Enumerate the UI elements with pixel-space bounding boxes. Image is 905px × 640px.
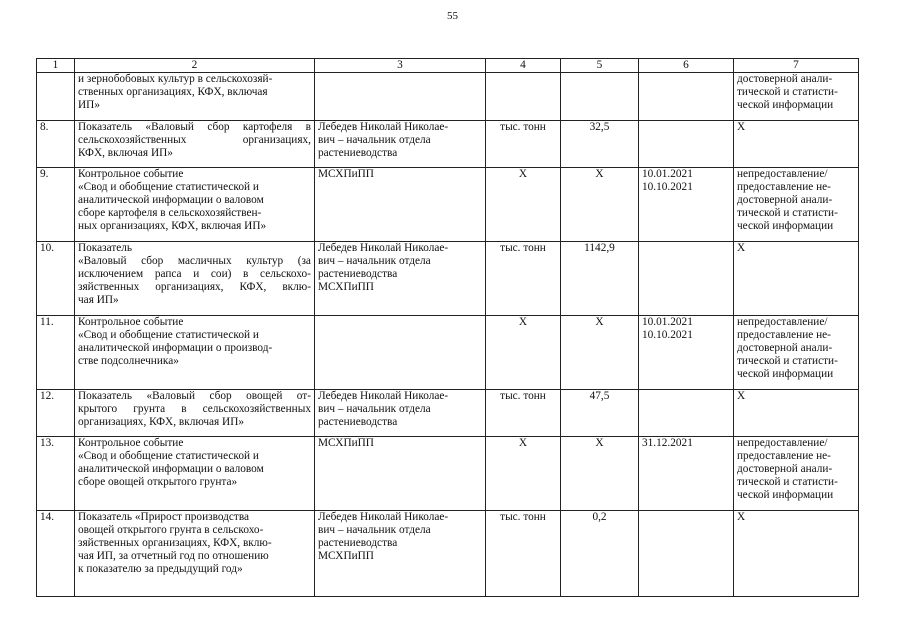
risk-line: непредоставление/	[737, 316, 828, 328]
row-number	[37, 73, 75, 121]
responsible-line: вич – начальник отдела	[318, 403, 431, 415]
description-line: Контрольное событие	[78, 168, 184, 180]
description-line: ИП»	[78, 99, 100, 111]
description-line: «Валовый сбор масличных культур (за	[78, 255, 311, 267]
description-line: крытого грунта в сельскохозяйственных	[78, 403, 311, 415]
responsible-line: МСХПиПП	[318, 550, 374, 562]
row-number: 13.	[37, 437, 75, 511]
description-line: Показатель «Прирост производства	[78, 511, 250, 523]
row-dates	[639, 390, 734, 437]
row-description	[75, 437, 315, 511]
row-responsible	[315, 437, 486, 511]
description-line: Показатель	[78, 242, 133, 254]
description-line: Контрольное событие	[78, 437, 184, 449]
row-dates	[639, 242, 734, 316]
risk-line: Х	[737, 121, 746, 133]
row-dates	[639, 121, 734, 168]
description-line: «Свод и обобщение статистической и	[78, 181, 259, 193]
date-line: 10.01.2021	[642, 168, 693, 180]
row-responsible	[315, 168, 486, 242]
row-dates	[639, 73, 734, 121]
table-row	[37, 121, 859, 168]
responsible-line: растениеводства	[318, 537, 398, 549]
row-responsible	[315, 316, 486, 390]
row-risk	[734, 437, 859, 511]
row-number: 8.	[37, 121, 75, 168]
description-line: «Свод и обобщение статистической и	[78, 450, 259, 462]
risk-line: Х	[737, 390, 746, 402]
description-line: КФХ, включая ИП»	[78, 147, 173, 159]
risk-line: тической и статисти-	[737, 207, 838, 219]
row-responsible	[315, 511, 486, 597]
row-description	[75, 316, 315, 390]
risk-line: предоставление не-	[737, 181, 831, 193]
row-unit: тыс. тонн	[486, 390, 561, 437]
table-row	[37, 511, 859, 597]
risk-line: тической и статисти-	[737, 355, 838, 367]
row-value: Х	[561, 437, 639, 511]
row-unit	[486, 73, 561, 121]
col-header-2: 2	[75, 59, 315, 73]
risk-line: непредоставление/	[737, 437, 828, 449]
row-unit: Х	[486, 316, 561, 390]
date-line: 10.10.2021	[642, 329, 693, 341]
responsible-line: МСХПиПП	[318, 281, 374, 293]
row-dates	[639, 511, 734, 597]
row-responsible	[315, 242, 486, 316]
date-line: 31.12.2021	[642, 437, 693, 449]
row-description	[75, 242, 315, 316]
description-line: Показатель «Валовый сбор овощей от-	[78, 390, 311, 402]
date-line: 10.01.2021	[642, 316, 693, 328]
description-line: стве подсолнечника»	[78, 355, 179, 367]
row-risk	[734, 390, 859, 437]
table-row	[37, 73, 859, 121]
description-line: к показателю за предыдущий год»	[78, 563, 243, 575]
risk-line: ческой информации	[737, 368, 834, 380]
row-description	[75, 168, 315, 242]
risk-line: достоверной анали-	[737, 73, 833, 85]
description-line: «Свод и обобщение статистической и	[78, 329, 259, 341]
row-value: Х	[561, 168, 639, 242]
page-number: 55	[447, 10, 458, 22]
row-dates	[639, 437, 734, 511]
row-risk	[734, 121, 859, 168]
col-header-6: 6	[639, 59, 734, 73]
risk-line: ческой информации	[737, 489, 834, 501]
risk-line: достоверной анали-	[737, 194, 833, 206]
description-line: аналитической информации о валовом	[78, 463, 264, 475]
row-responsible	[315, 121, 486, 168]
description-line: сельскохозяйственных организациях,	[78, 134, 311, 146]
description-line: аналитической информации о валовом	[78, 194, 264, 206]
table-row	[37, 168, 859, 242]
risk-line: ческой информации	[737, 99, 834, 111]
col-header-5: 5	[561, 59, 639, 73]
row-number: 9.	[37, 168, 75, 242]
risk-line: тической и статисти-	[737, 86, 838, 98]
row-responsible	[315, 390, 486, 437]
row-unit: Х	[486, 437, 561, 511]
description-line: ственных организациях, КФХ, включая	[78, 86, 268, 98]
responsible-line: растениеводства	[318, 416, 398, 428]
responsible-line: Лебедев Николай Николае-	[318, 511, 449, 523]
description-line: чая ИП, за отчетный год по отношению	[78, 550, 269, 562]
header-row	[37, 59, 859, 73]
row-risk	[734, 73, 859, 121]
table-row	[37, 316, 859, 390]
risk-line: предоставление не-	[737, 450, 831, 462]
col-header-1: 1	[37, 59, 75, 73]
table-row	[37, 437, 859, 511]
responsible-line: растениеводства	[318, 147, 398, 159]
table-row	[37, 242, 859, 316]
description-line: Контрольное событие	[78, 316, 184, 328]
risk-line: ческой информации	[737, 220, 834, 232]
description-line: зяйственных организациях, КФХ, вклю-	[78, 281, 311, 293]
description-line: сборе овощей открытого грунта»	[78, 476, 238, 488]
risk-line: Х	[737, 242, 746, 254]
row-risk	[734, 168, 859, 242]
responsible-line: растениеводства	[318, 268, 398, 280]
row-responsible	[315, 73, 486, 121]
row-value: 32,5	[561, 121, 639, 168]
risk-line: достоверной анали-	[737, 342, 833, 354]
description-line: чая ИП»	[78, 294, 119, 306]
responsible-line: вич – начальник отдела	[318, 524, 431, 536]
control-events-table	[36, 58, 859, 597]
row-value: 0,2	[561, 511, 639, 597]
responsible-line: МСХПиПП	[318, 437, 374, 449]
description-line: Показатель «Валовый сбор картофеля в	[78, 121, 311, 133]
responsible-line: вич – начальник отдела	[318, 255, 431, 267]
responsible-line: Лебедев Николай Николае-	[318, 121, 449, 133]
row-value: 1142,9	[561, 242, 639, 316]
description-line: зяйственных организациях, КФХ, вклю-	[78, 537, 272, 549]
responsible-line: Лебедев Николай Николае-	[318, 242, 449, 254]
risk-line: предоставление не-	[737, 329, 831, 341]
description-line: ных организациях, КФХ, включая ИП»	[78, 220, 267, 232]
responsible-line: МСХПиПП	[318, 168, 374, 180]
row-risk	[734, 316, 859, 390]
col-header-7: 7	[734, 59, 859, 73]
row-number: 12.	[37, 390, 75, 437]
date-line: 10.10.2021	[642, 181, 693, 193]
row-risk	[734, 511, 859, 597]
row-unit: Х	[486, 168, 561, 242]
row-description	[75, 390, 315, 437]
row-value: Х	[561, 316, 639, 390]
row-risk	[734, 242, 859, 316]
col-header-4: 4	[486, 59, 561, 73]
description-line: аналитической информации о производ-	[78, 342, 273, 354]
risk-line: Х	[737, 511, 746, 523]
description-line: организациях, КФХ, включая ИП»	[78, 416, 245, 428]
row-dates	[639, 316, 734, 390]
table-row	[37, 390, 859, 437]
row-dates	[639, 168, 734, 242]
description-line: и зернобобовых культур в сельскохозяй-	[78, 73, 273, 85]
risk-line: достоверной анали-	[737, 463, 833, 475]
description-line: сборе картофеля в сельскохозяйствен-	[78, 207, 262, 219]
row-description	[75, 121, 315, 168]
row-description	[75, 73, 315, 121]
row-value: 47,5	[561, 390, 639, 437]
responsible-line: вич – начальник отдела	[318, 134, 431, 146]
col-header-3: 3	[315, 59, 486, 73]
row-description	[75, 511, 315, 597]
row-unit: тыс. тонн	[486, 242, 561, 316]
row-number: 10.	[37, 242, 75, 316]
row-number: 11.	[37, 316, 75, 390]
row-unit: тыс. тонн	[486, 121, 561, 168]
responsible-line: Лебедев Николай Николае-	[318, 390, 449, 402]
row-number: 14.	[37, 511, 75, 597]
row-unit: тыс. тонн	[486, 511, 561, 597]
description-line: овощей открытого грунта в сельскохо-	[78, 524, 264, 536]
row-value	[561, 73, 639, 121]
risk-line: непредоставление/	[737, 168, 828, 180]
description-line: исключением рапса и сои) в сельскохо-	[78, 268, 311, 280]
risk-line: тической и статисти-	[737, 476, 838, 488]
